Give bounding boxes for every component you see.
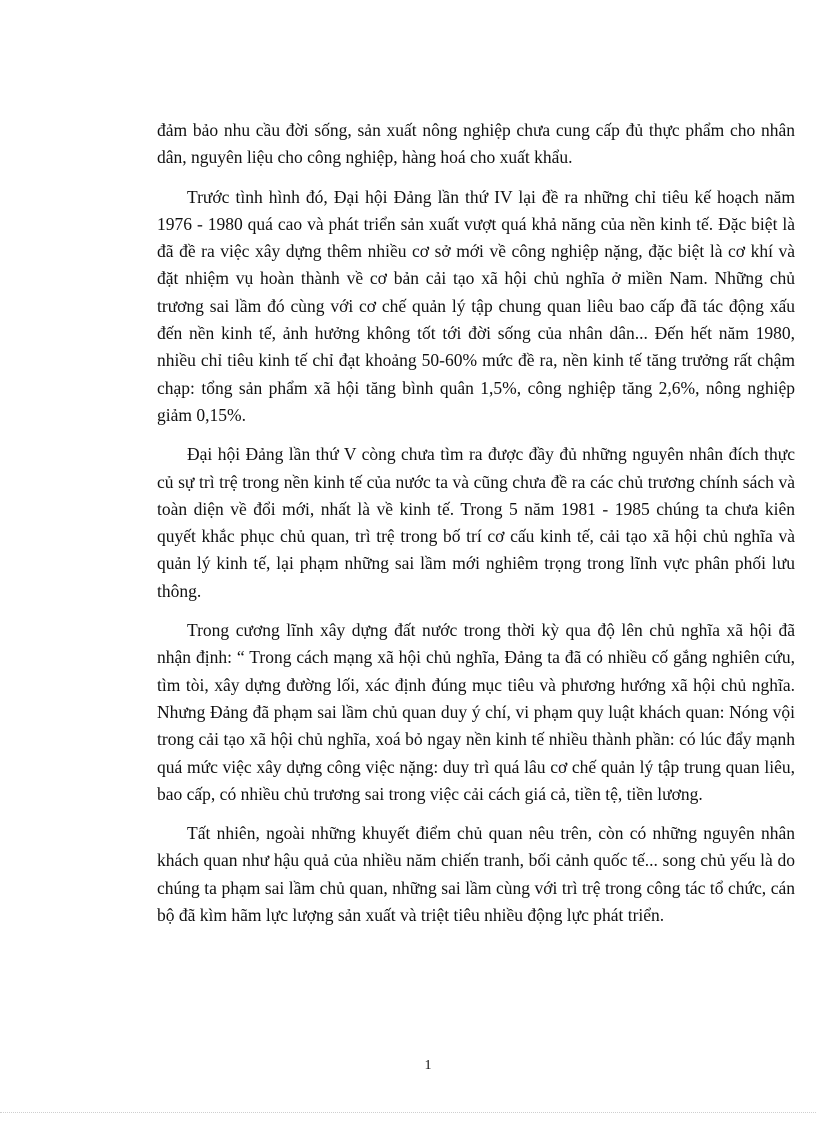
paragraph-congress-iv: Trước tình hình đó, Đại hội Đảng lần thứ IV lại đề ra những chỉ tiêu kế hoạch năm 1976 - 1980 quá cao và phát triển sản xuất vượt quá khả năng của nền kinh tế. Đặc biệt là đã đề ra việc xây dựng thêm nhiều cơ sở mới về công nghiệp nặng, đặc biệt là cơ khí và đặt nhiệm vụ hoàn thành về cơ bản cải tạo xã hội chủ nghĩa ở miền Nam. Những chủ trương sai lầm đó cùng với cơ chế quản lý tập chung quan liêu bao cấp đã tác động xấu đến nền kinh tế, ảnh hưởng không tốt tới đời sống của nhân dân... Đến hết năm 1980, nhiều chỉ tiêu kinh tế chỉ đạt khoảng 50-60% mức đề ra, nền kinh tế tăng trưởng rất chậm chạp: tổng sản phẩm xã hội tăng bình quân 1,5%, công nghiệp tăng 2,6%, nông nghiệp giảm 0,15%. <box>157 186 795 425</box>
paragraph-platform-quote: Trong cương lĩnh xây dựng đất nước trong thời kỳ qua độ lên chủ nghĩa xã hội đã nhận định: “ Trong cách mạng xã hội chủ nghĩa, Đảng ta đã có nhiều cố gắng nghiên cứu, tìm tòi, xây dựng đường lối, xác định đúng mục tiêu và phương hướng xã hội chủ nghĩa. Nhưng Đảng đã phạm sai lầm chủ quan duy ý chí, vi phạm quy luật khách quan: Nóng vội trong cải tạo xã hội chủ nghĩa, xoá bỏ ngay nền kinh tế nhiều thành phần: có lúc đẩy mạnh quá mức việc xây dựng công việc nặng: duy trì quá lâu cơ chế quản lý tập trung quan liêu, bao cấp, có nhiều chủ trương sai trong việc cải cách giá cả, tiền tệ, tiền lương. <box>157 620 795 804</box>
page-body <box>157 117 795 941</box>
paragraph-conclusion: Tất nhiên, ngoài những khuyết điểm chủ quan nêu trên, còn có những nguyên nhân khách quan như hậu quả của nhiều năm chiến tranh, bối cảnh quốc tế... song chủ yếu là do chúng ta phạm sai lầm chủ quan, những sai lầm cùng với trì trệ trong công tác tổ chức, cán bộ đã kìm hãm lực lượng sản xuất và triệt tiêu nhiều động lực phát triển. <box>157 823 795 926</box>
paragraph-congress-v: Đại hội Đảng lần thứ V còng chưa tìm ra được đầy đủ những nguyên nhân đích thực củ sự trì trệ trong nền kinh tế của nước ta và cũng chưa đề ra các chủ trương chính sách và toàn diện về đổi mới, nhất là về kinh tế. Trong 5 năm 1981 - 1985 chúng ta chưa kiên quyết khắc phục chủ quan, trì trệ trong bố trí cơ cấu kinh tế, cải tạo xã hội chủ nghĩa và quản lý kinh tế, lại phạm những sai lầm mới nghiêm trọng trong lĩnh vực phân phối lưu thông. <box>157 444 795 601</box>
page-number: 1 <box>424 1058 432 1073</box>
page-bottom-divider <box>0 1112 816 1113</box>
paragraph-continuation: đảm bảo nhu cầu đời sống, sản xuất nông nghiệp chưa cung cấp đủ thực phẩm cho nhân dân, nguyên liệu cho công nghiệp, hàng hoá cho xuất khẩu. <box>157 120 795 168</box>
